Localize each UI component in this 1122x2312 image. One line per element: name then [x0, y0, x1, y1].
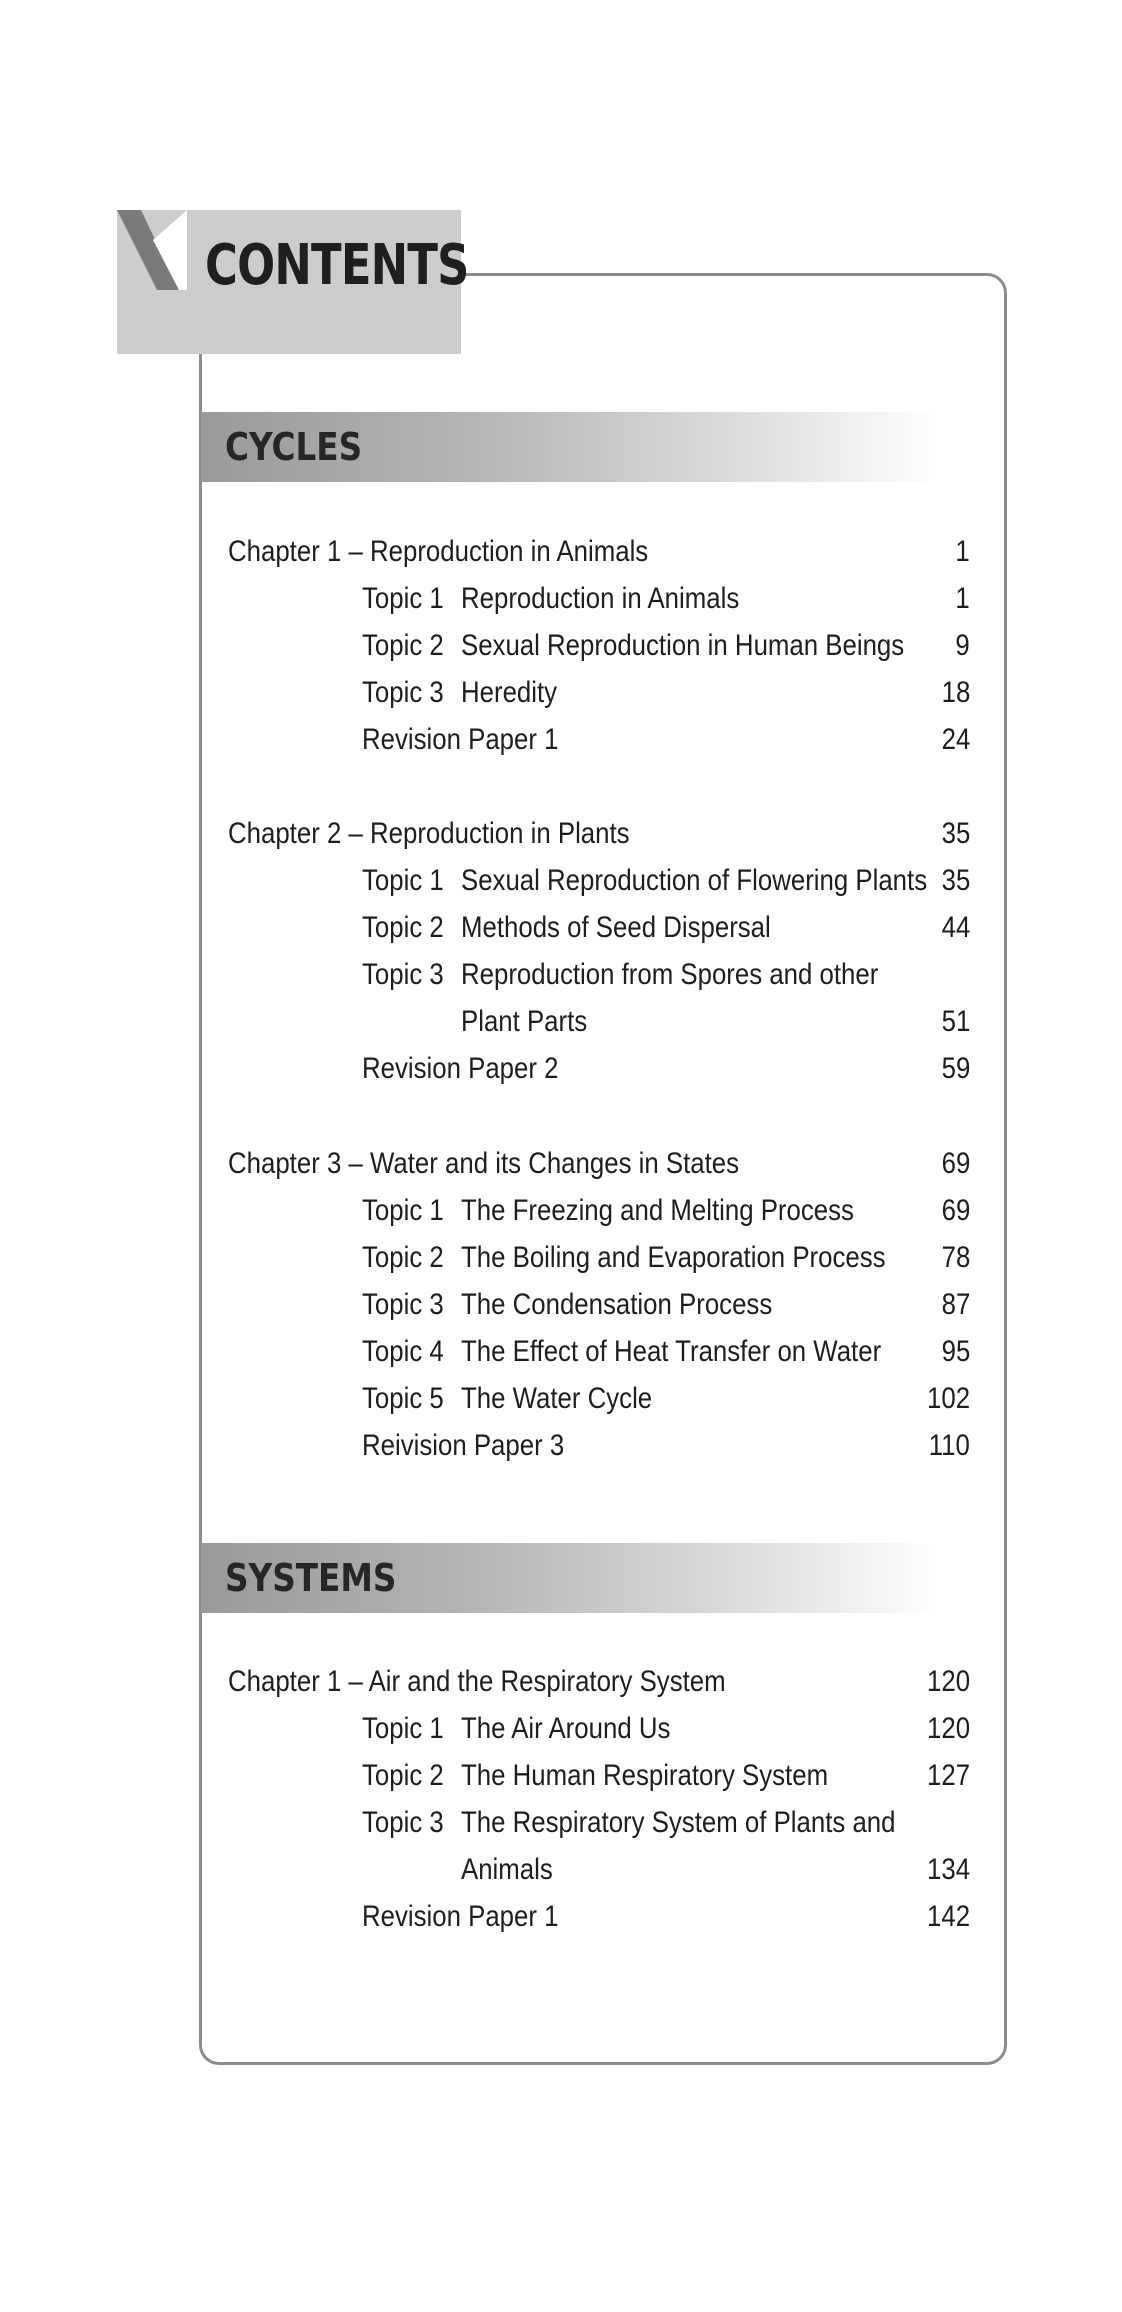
chapter-title: Chapter 2 – Reproduction in Plants: [228, 817, 630, 850]
page-number: 1: [955, 535, 970, 568]
page-number: 35: [941, 817, 970, 850]
section-title: SYSTEMS: [225, 1556, 397, 1600]
page-number: 44: [941, 911, 970, 944]
page-number: 18: [941, 676, 970, 709]
topic-title: Sexual Reproduction of Flowering Plants: [461, 864, 928, 897]
topic-label: Topic 2: [362, 1241, 444, 1274]
corner-notch-icon: [117, 210, 187, 290]
page-number: 24: [941, 723, 970, 756]
topic-label: Topic 2: [362, 911, 444, 944]
topic-title: The Human Respiratory System: [461, 1759, 829, 1792]
toc-topic-continuation[interactable]: [0, 1847, 1122, 1893]
topic-label: Topic 4: [362, 1335, 444, 1368]
toc-chapter-entry[interactable]: [0, 1659, 1122, 1705]
toc-topic-entry[interactable]: [0, 1329, 1122, 1375]
page-number: 78: [941, 1241, 970, 1274]
page-number: 69: [941, 1194, 970, 1227]
toc-topic-entry[interactable]: [0, 670, 1122, 716]
toc-topic-entry[interactable]: [0, 1753, 1122, 1799]
chapter-title: Chapter 1 – Air and the Respiratory System: [228, 1665, 726, 1698]
toc-topic-entry[interactable]: [0, 905, 1122, 951]
toc-revision-entry[interactable]: [0, 1423, 1122, 1469]
page-number: 120: [926, 1665, 970, 1698]
topic-label: Topic 1: [362, 1712, 444, 1745]
toc-topic-entry[interactable]: [0, 1706, 1122, 1752]
section-header-cycles: [201, 412, 941, 482]
topic-title: Reproduction from Spores and other: [461, 958, 879, 991]
topic-label: Topic 1: [362, 582, 444, 615]
page-number: 102: [926, 1382, 970, 1415]
topic-title: The Effect of Heat Transfer on Water: [461, 1335, 882, 1368]
toc-topic-entry[interactable]: [0, 858, 1122, 904]
revision-title: Reivision Paper 3: [362, 1429, 565, 1462]
topic-label: Topic 1: [362, 1194, 444, 1227]
topic-title: The Water Cycle: [461, 1382, 653, 1415]
toc-revision-entry[interactable]: [0, 1894, 1122, 1940]
toc-topic-entry[interactable]: [0, 952, 1122, 998]
page-number: 35: [941, 864, 970, 897]
page-number: 51: [941, 1005, 970, 1038]
toc-topic-entry[interactable]: [0, 1235, 1122, 1281]
topic-label: Topic 3: [362, 1288, 444, 1321]
toc-topic-entry[interactable]: [0, 1188, 1122, 1234]
topic-label: Topic 2: [362, 1759, 444, 1792]
page-number: 59: [941, 1052, 970, 1085]
page-number: 110: [928, 1429, 970, 1462]
topic-label: Topic 5: [362, 1382, 444, 1415]
chapter-title: Chapter 1 – Reproduction in Animals: [228, 535, 649, 568]
topic-title: The Air Around Us: [461, 1712, 671, 1745]
toc-chapter-entry[interactable]: [0, 529, 1122, 575]
topic-label: Topic 3: [362, 676, 444, 709]
topic-title: The Respiratory System of Plants and: [461, 1806, 896, 1839]
contents-header-tab: [117, 210, 469, 354]
page-number: 9: [955, 629, 970, 662]
topic-label: Topic 3: [362, 1806, 444, 1839]
section-title: CYCLES: [225, 425, 363, 469]
topic-title: The Condensation Process: [461, 1288, 773, 1321]
topic-title-continued: Plant Parts: [461, 1005, 588, 1038]
topic-label: Topic 2: [362, 629, 444, 662]
toc-topic-continuation[interactable]: [0, 999, 1122, 1045]
toc-revision-entry[interactable]: [0, 1046, 1122, 1092]
topic-title: The Freezing and Melting Process: [461, 1194, 854, 1227]
page-title: CONTENTS: [205, 233, 469, 298]
page-number: 95: [941, 1335, 970, 1368]
page-number: 87: [941, 1288, 970, 1321]
toc-topic-entry[interactable]: [0, 1282, 1122, 1328]
topic-label: Topic 3: [362, 958, 444, 991]
revision-title: Revision Paper 1: [362, 723, 559, 756]
page-number: 1: [955, 582, 970, 615]
toc-topic-entry[interactable]: [0, 623, 1122, 669]
topic-title-continued: Animals: [461, 1853, 553, 1886]
page-number: 134: [926, 1853, 970, 1886]
revision-title: Revision Paper 2: [362, 1052, 559, 1085]
topic-title: The Boiling and Evaporation Process: [461, 1241, 886, 1274]
toc-topic-entry[interactable]: [0, 1800, 1122, 1846]
topic-title: Reproduction in Animals: [461, 582, 740, 615]
toc-chapter-entry[interactable]: [0, 811, 1122, 857]
topic-title: Heredity: [461, 676, 558, 709]
topic-label: Topic 1: [362, 864, 444, 897]
toc-chapter-entry[interactable]: [0, 1141, 1122, 1187]
toc-revision-entry[interactable]: [0, 717, 1122, 763]
topic-title: Sexual Reproduction in Human Beings: [461, 629, 905, 662]
page-number: 142: [926, 1900, 970, 1933]
page-number: 127: [926, 1759, 970, 1792]
toc-topic-entry[interactable]: [0, 576, 1122, 622]
topic-title: Methods of Seed Dispersal: [461, 911, 771, 944]
toc-topic-entry[interactable]: [0, 1376, 1122, 1422]
chapter-title: Chapter 3 – Water and its Changes in States: [228, 1147, 740, 1180]
page-number: 120: [926, 1712, 970, 1745]
revision-title: Revision Paper 1: [362, 1900, 559, 1933]
page-number: 69: [941, 1147, 970, 1180]
section-header-systems: [201, 1543, 941, 1613]
